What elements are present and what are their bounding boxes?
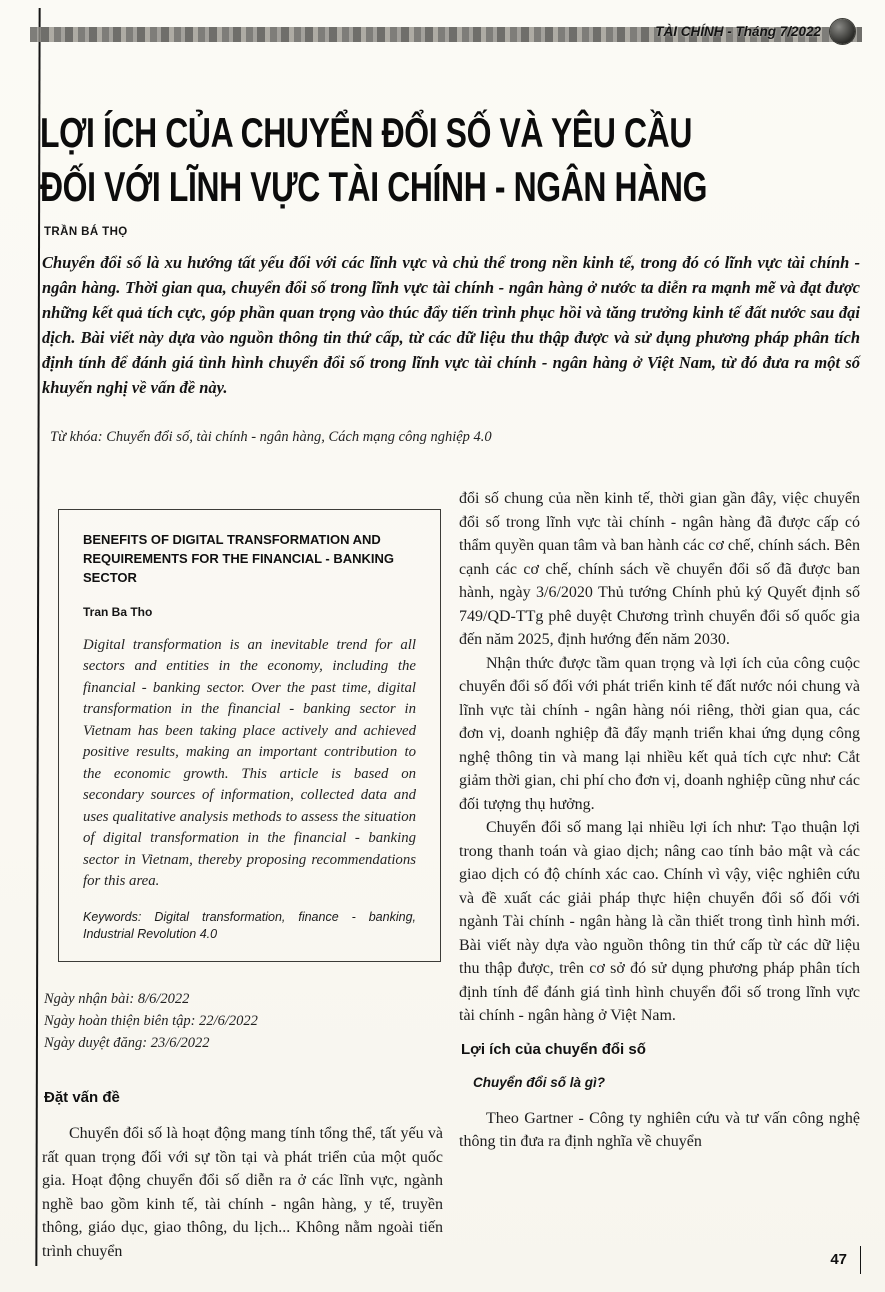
english-abstract-author: Tran Ba Tho bbox=[83, 605, 153, 619]
body-paragraph-4: Theo Gartner - Công ty nghiên cứu và tư vấn công nghệ thông tin đưa ra định nghĩa về chuyển bbox=[459, 1109, 860, 1150]
body-paragraph-3: Chuyển đổi số mang lại nhiều lợi ích như: Tạo thuận lợi trong thanh toán và giao dịch; nâng cao tính bảo mật và các giao dịch có độ chính xác cao. Chính vì vậy, việc nghiên cứu và đề xuất các giải pháp thực hiện chuyển đổi số đối với ngành Tài chính - ngân hàng là cần thiết trong tình hình mới. Bài viết này dựa vào nguồn thông tin thứ cấp từ các dữ liệu thu thập được, trên cơ sở đó sử dụng phương pháp phân tích định tính để đánh giá tình hình chuyển đổi số trong lĩnh vực tài chính - ngân hàng ở Việt Nam. bbox=[459, 819, 860, 1024]
article-title bbox=[40, 106, 885, 214]
section-heading-dat-van-de: Đặt vấn đề bbox=[44, 1088, 120, 1106]
page-number-line bbox=[860, 1246, 862, 1274]
section-heading-loi-ich: Lợi ích của chuyển đổi số bbox=[461, 1040, 646, 1058]
english-abstract-keywords: Keywords: Digital transformation, finance - banking, Industrial Revolution 4.0 bbox=[83, 909, 416, 941]
article-title-line-1: LỢI ÍCH CỦA CHUYỂN ĐỔI SỐ VÀ YÊU CẦU bbox=[40, 109, 693, 156]
subsection-heading-chuyen-doi-so-la-gi: Chuyển đổi số là gì? bbox=[473, 1075, 606, 1090]
intro-paragraph: Chuyển đổi số là hoạt động mang tính tổng thể, tất yếu và rất quan trọng đối với sự tồn tại và phát triển của một quốc gia. Hoạt động chuyển đổi số diễn ra ở các lĩnh vực, ngành nghề bao gồm kinh tế, tài chính - ngân hàng, y tế, truyền thông, giáo dục, giao thông, du lịch... Không nằm ngoài tiến trình chuyển bbox=[42, 1125, 443, 1260]
journal-logo-icon bbox=[830, 19, 855, 44]
right-column bbox=[459, 487, 860, 1263]
journal-title: TÀI CHÍNH - Tháng 7/2022 bbox=[655, 24, 821, 39]
article-abstract: Chuyển đổi số là xu hướng tất yếu đối với các lĩnh vực và chủ thể trong nền kinh tế, trong đó có lĩnh vực tài chính - ngân hàng. Thời gian qua, chuyển đổi số trong lĩnh vực tài chính - ngân hàng ở nước ta diễn ra mạnh mẽ và đạt được những kết quả tích cực, góp phần quan trọng vào thúc đẩy tiến trình phục hồi và tăng trưởng kinh tế đất nước sau đại dịch. Bài viết này dựa vào nguồn thông tin thứ cấp, từ các dữ liệu thu thập được và sử dụng phương pháp phân tích định tính để đánh giá tình hình chuyển đổi số trong lĩnh vực tài chính - ngân hàng ở Việt Nam, từ đó đưa ra một số khuyến nghị về vấn đề này. bbox=[42, 253, 860, 397]
article-keywords: Từ khóa: Chuyển đổi số, tài chính - ngân hàng, Cách mạng công nghiệp 4.0 bbox=[50, 429, 492, 445]
body-paragraph-1: đổi số chung của nền kinh tế, thời gian gần đây, việc chuyển đổi số trong lĩnh vực tài chính - ngân hàng đã được cấp có thẩm quyền quan tâm và ban hành các cơ chế, chính sách. Bên cạnh các cơ chế, chính sách về chuyển đổi số đã được ban hành, ngày 3/6/2020 Thủ tướng Chính phủ ký Quyết định số 749/QD-TTg phê duyệt Chương trình chuyển đổi số quốc gia đến năm 2025, định hướng đến năm 2030. bbox=[459, 490, 860, 648]
date-received: Ngày nhận bài: 8/6/2022 bbox=[44, 990, 190, 1007]
date-revised: Ngày hoàn thiện biên tập: 22/6/2022 bbox=[44, 1012, 258, 1029]
english-abstract-title: BENEFITS OF DIGITAL TRANSFORMATION AND REQUIREMENTS FOR THE FINANCIAL - BANKING SECTOR bbox=[83, 532, 395, 585]
body-paragraph-2: Nhận thức được tầm quan trọng và lợi ích của công cuộc chuyển đổi số đối với phát triển kinh tế đất nước nói chung và lĩnh vực tài chính - ngân hàng nói riêng, thời gian qua, các đơn vị, doanh nghiệp đã đẩy mạnh triển khai ứng dụng công nghệ thông tin và mang lại nhiều kết quả tích cực như: Cắt giảm thời gian, chi phí cho đơn vị, doanh nghiệp cũng như các đối tượng thụ hưởng. bbox=[459, 654, 860, 813]
page-number: 47 bbox=[830, 1251, 847, 1268]
english-abstract-box bbox=[58, 509, 441, 962]
article-title-line-2: ĐỐI VỚI LĨNH VỰC TÀI CHÍNH - NGÂN HÀNG bbox=[40, 163, 708, 210]
manuscript-dates bbox=[44, 988, 443, 1054]
left-column bbox=[42, 487, 443, 1263]
body-columns bbox=[42, 487, 860, 1263]
author-name: TRẦN BÁ THỌ bbox=[44, 226, 128, 238]
date-accepted: Ngày duyệt đăng: 23/6/2022 bbox=[44, 1034, 210, 1051]
english-abstract-text: Digital transformation is an inevitable trend for all sectors and entities in the economy, including the financial - banking sector. Over the past time, digital transformation in the financial - banking sector in Vietnam has been taking place actively and achieved positive results, making an important contribution to the economic growth. This article is based on secondary sources of information, collected data and uses qualitative analysis methods to assess the situation of digital transformation in the financial - banking sector in Vietnam, thereby proposing recommendations for this area. bbox=[83, 636, 416, 889]
